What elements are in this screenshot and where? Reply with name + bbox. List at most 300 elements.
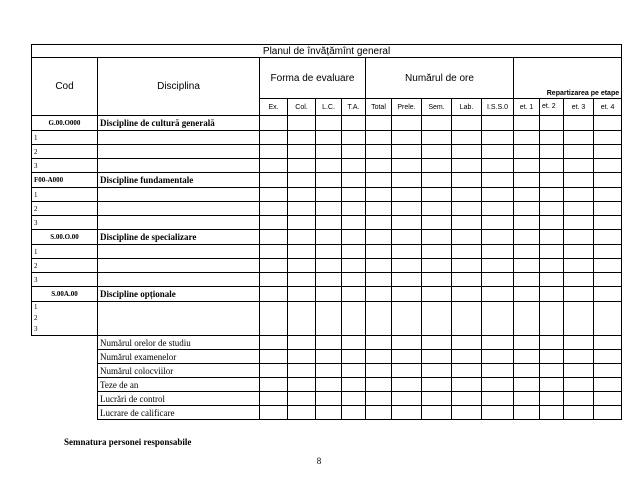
summary-row (32, 336, 622, 350)
table-cell (260, 406, 288, 420)
table-cell (392, 336, 422, 350)
row-number: 3 (32, 159, 98, 173)
table-cell (392, 245, 422, 259)
table-cell (366, 159, 392, 173)
table-cell (482, 116, 514, 131)
table-cell (540, 336, 564, 350)
table-cell (540, 116, 564, 131)
summary-row (32, 378, 622, 392)
table-cell (342, 202, 366, 216)
table-cell (316, 131, 342, 145)
table-cell (288, 392, 316, 406)
table-cell (594, 245, 622, 259)
table-cell (540, 350, 564, 364)
table-cell (540, 287, 564, 302)
table-cell (540, 159, 564, 173)
table-cell (98, 159, 260, 173)
table-cell (540, 173, 564, 188)
table-cell (514, 202, 540, 216)
table-row (32, 202, 622, 216)
table-cell (514, 378, 540, 392)
table-cell (342, 131, 366, 145)
header-et1: et. 1 (514, 99, 540, 116)
table-cell (342, 173, 366, 188)
summary-label: Numărul colocviilor (98, 364, 260, 378)
table-cell (594, 273, 622, 287)
table-cell (366, 273, 392, 287)
table-cell (564, 259, 594, 273)
table-cell (392, 273, 422, 287)
table-cell (452, 131, 482, 145)
table-cell (422, 173, 452, 188)
table-cell (342, 392, 366, 406)
table-cell (422, 350, 452, 364)
table-cell (366, 259, 392, 273)
summary-blank (32, 378, 98, 392)
header-col: Col. (288, 99, 316, 116)
table-cell (594, 202, 622, 216)
table-cell (482, 131, 514, 145)
table-cell (366, 392, 392, 406)
table-cell (540, 273, 564, 287)
table-cell (316, 259, 342, 273)
table-cell (564, 202, 594, 216)
table-cell (594, 406, 622, 420)
table-cell (316, 216, 342, 230)
section-code: F00-A000 (32, 173, 98, 188)
table-cell (316, 173, 342, 188)
table-cell (452, 392, 482, 406)
table-cell (564, 364, 594, 378)
summary-row (32, 350, 622, 364)
row-number: 2 (32, 202, 98, 216)
table-row (32, 245, 622, 259)
table-cell (342, 188, 366, 202)
table-cell (342, 230, 366, 245)
table-cell (366, 406, 392, 420)
table-cell (366, 364, 392, 378)
table-cell (288, 245, 316, 259)
table-cell (514, 336, 540, 350)
table-cell (366, 245, 392, 259)
table-cell (288, 145, 316, 159)
table-cell (452, 216, 482, 230)
summary-row (32, 364, 622, 378)
table-cell (540, 364, 564, 378)
table-cell (540, 392, 564, 406)
table-cell (288, 188, 316, 202)
row-number: 3 (32, 216, 98, 230)
table-cell (422, 392, 452, 406)
table-cell (366, 302, 392, 336)
table-cell (392, 202, 422, 216)
table-cell (540, 378, 564, 392)
table-cell (422, 230, 452, 245)
table-cell (392, 364, 422, 378)
table-cell (98, 202, 260, 216)
table-cell (342, 245, 366, 259)
table-cell (482, 378, 514, 392)
table-cell (564, 116, 594, 131)
header-et2: et. 2 (540, 99, 564, 116)
table-row (32, 188, 622, 202)
table-cell (98, 245, 260, 259)
summary-blank (32, 350, 98, 364)
summary-row (32, 392, 622, 406)
header-forma-evaluare: Forma de evaluare (260, 58, 366, 99)
table-cell (316, 273, 342, 287)
table-cell (564, 287, 594, 302)
table-cell (514, 259, 540, 273)
table-cell (366, 131, 392, 145)
table-cell (514, 273, 540, 287)
section-header-row (32, 230, 622, 245)
table-row (32, 302, 622, 336)
table-cell (288, 350, 316, 364)
signature-label: Semnatura personei responsabile (64, 437, 192, 447)
title-row (32, 45, 622, 58)
table-cell (366, 230, 392, 245)
table-row (32, 145, 622, 159)
table-cell (594, 116, 622, 131)
header-cod: Cod (32, 58, 98, 116)
table-cell (392, 350, 422, 364)
table-cell (422, 131, 452, 145)
table-cell (482, 216, 514, 230)
table-cell (288, 116, 316, 131)
table-cell (452, 350, 482, 364)
table-cell (452, 364, 482, 378)
header-et4: et. 4 (594, 99, 622, 116)
summary-row (32, 406, 622, 420)
table-cell (594, 216, 622, 230)
table-cell (342, 273, 366, 287)
table-cell (452, 302, 482, 336)
table-cell (452, 378, 482, 392)
row-number-stack (32, 302, 98, 336)
table-cell (288, 273, 316, 287)
section-header-row (32, 173, 622, 188)
table-cell (316, 406, 342, 420)
table-cell (316, 378, 342, 392)
header-et3: et. 3 (564, 99, 594, 116)
table-cell (392, 406, 422, 420)
table-cell (514, 245, 540, 259)
summary-label: Lucrări de control (98, 392, 260, 406)
table-cell (98, 259, 260, 273)
table-cell (514, 116, 540, 131)
table-cell (564, 392, 594, 406)
table-cell (594, 392, 622, 406)
table-row (32, 216, 622, 230)
table-cell (392, 173, 422, 188)
table-cell (564, 230, 594, 245)
row-number: 1 (32, 131, 98, 145)
table-cell (482, 159, 514, 173)
table-cell (260, 230, 288, 245)
row-number: 1 (34, 303, 38, 311)
table-cell (594, 159, 622, 173)
table-cell (452, 245, 482, 259)
table-cell (540, 406, 564, 420)
table-cell (452, 159, 482, 173)
table-cell (564, 188, 594, 202)
table-cell (260, 145, 288, 159)
table-cell (540, 216, 564, 230)
table-cell (422, 364, 452, 378)
table-cell (392, 131, 422, 145)
table-cell (260, 350, 288, 364)
table-cell (452, 287, 482, 302)
table-cell (98, 131, 260, 145)
table-cell (452, 259, 482, 273)
header-ta: T.A. (342, 99, 366, 116)
group-header-row (32, 58, 622, 89)
table-cell (366, 202, 392, 216)
table-cell (482, 245, 514, 259)
table-cell (452, 230, 482, 245)
table-cell (540, 259, 564, 273)
table-cell (422, 406, 452, 420)
sections-body (32, 116, 622, 336)
table-cell (594, 378, 622, 392)
table-cell (594, 145, 622, 159)
header-ex: Ex. (260, 99, 288, 116)
table-cell (260, 364, 288, 378)
row-number: 3 (34, 325, 38, 333)
table-cell (342, 145, 366, 159)
table-cell (482, 302, 514, 336)
table-cell (392, 116, 422, 131)
table-cell (422, 116, 452, 131)
table-cell (366, 216, 392, 230)
header-repartizarea: Repartizarea pe etape (514, 88, 622, 99)
table-cell (514, 131, 540, 145)
table-cell (452, 273, 482, 287)
table-cell (342, 302, 366, 336)
table-cell (98, 302, 260, 336)
section-code: S.00.O.00 (32, 230, 98, 245)
table-cell (514, 392, 540, 406)
section-code: G.00.O000 (32, 116, 98, 131)
table-row (32, 259, 622, 273)
table-cell (316, 336, 342, 350)
table-cell (288, 406, 316, 420)
table-cell (260, 378, 288, 392)
table-cell (392, 188, 422, 202)
table-cell (342, 287, 366, 302)
header-prele: Prele. (392, 99, 422, 116)
table-cell (366, 378, 392, 392)
table-cell (422, 259, 452, 273)
row-number: 2 (34, 314, 38, 322)
table-cell (392, 302, 422, 336)
table-cell (316, 392, 342, 406)
table-cell (514, 406, 540, 420)
table-cell (288, 202, 316, 216)
header-sem: Sem. (422, 99, 452, 116)
header-etape-blank (514, 58, 622, 89)
table-cell (482, 273, 514, 287)
table-cell (564, 145, 594, 159)
table-cell (366, 145, 392, 159)
table-cell (392, 287, 422, 302)
summary-blank (32, 406, 98, 420)
table-cell (316, 202, 342, 216)
table-cell (422, 188, 452, 202)
table-cell (482, 173, 514, 188)
table-cell (594, 302, 622, 336)
table-cell (564, 406, 594, 420)
table-cell (514, 159, 540, 173)
table-cell (452, 173, 482, 188)
table-cell (260, 131, 288, 145)
table-cell (452, 202, 482, 216)
table-cell (98, 273, 260, 287)
table-cell (316, 230, 342, 245)
table-cell (288, 336, 316, 350)
table-cell (564, 173, 594, 188)
table-cell (288, 230, 316, 245)
table-cell (392, 159, 422, 173)
table-cell (316, 188, 342, 202)
table-cell (482, 230, 514, 245)
table-cell (316, 245, 342, 259)
table-cell (260, 259, 288, 273)
table-row (32, 131, 622, 145)
table-cell (288, 287, 316, 302)
table-cell (260, 287, 288, 302)
summary-blank (32, 392, 98, 406)
table-cell (366, 188, 392, 202)
section-header-row (32, 116, 622, 131)
table-cell (514, 302, 540, 336)
table-cell (392, 378, 422, 392)
header-lab: Lab. (452, 99, 482, 116)
table-cell (564, 245, 594, 259)
table-cell (482, 145, 514, 159)
table-cell (260, 245, 288, 259)
table-cell (98, 188, 260, 202)
summary-blank (32, 336, 98, 350)
table-cell (452, 188, 482, 202)
table-cell (422, 378, 452, 392)
table-cell (452, 406, 482, 420)
table-cell (482, 336, 514, 350)
summary-label: Lucrare de calificare (98, 406, 260, 420)
table-cell (540, 302, 564, 336)
table-cell (392, 259, 422, 273)
table-cell (452, 116, 482, 131)
table-cell (366, 173, 392, 188)
table-cell (342, 336, 366, 350)
table-cell (594, 173, 622, 188)
table-cell (98, 216, 260, 230)
table-row (32, 159, 622, 173)
study-plan-sheet (31, 44, 622, 420)
row-number: 1 (32, 245, 98, 259)
table-cell (594, 364, 622, 378)
table-cell (342, 116, 366, 131)
table-cell (482, 202, 514, 216)
table-cell (342, 364, 366, 378)
table-cell (422, 336, 452, 350)
table-cell (540, 188, 564, 202)
table-cell (482, 188, 514, 202)
table-cell (422, 302, 452, 336)
section-header-row (32, 287, 622, 302)
table-cell (392, 216, 422, 230)
table-cell (594, 230, 622, 245)
table-cell (564, 273, 594, 287)
table-cell (482, 392, 514, 406)
table-cell (392, 145, 422, 159)
table-cell (482, 350, 514, 364)
section-name: Discipline de specializare (98, 230, 260, 245)
summary-blank (32, 364, 98, 378)
table-cell (482, 287, 514, 302)
row-number: 1 (32, 188, 98, 202)
table-cell (422, 287, 452, 302)
table-cell (422, 145, 452, 159)
section-name: Discipline de cultură generală (98, 116, 260, 131)
header-numarul-ore: Numărul de ore (366, 58, 514, 99)
table-cell (366, 287, 392, 302)
summary-label: Numărul orelor de studiu (98, 336, 260, 350)
table-cell (564, 131, 594, 145)
table-cell (594, 259, 622, 273)
table-cell (564, 159, 594, 173)
table-cell (288, 131, 316, 145)
table-cell (316, 145, 342, 159)
table-cell (594, 336, 622, 350)
table-cell (366, 336, 392, 350)
table-cell (540, 131, 564, 145)
table-cell (288, 364, 316, 378)
table-cell (260, 336, 288, 350)
table-cell (594, 287, 622, 302)
table-cell (366, 350, 392, 364)
table-cell (514, 173, 540, 188)
table-cell (288, 159, 316, 173)
section-code: S.00A.00 (32, 287, 98, 302)
table-cell (342, 378, 366, 392)
table-cell (564, 378, 594, 392)
table-cell (366, 116, 392, 131)
table-cell (540, 230, 564, 245)
page-number: 8 (316, 456, 322, 466)
table-cell (260, 273, 288, 287)
table-cell (288, 173, 316, 188)
summary-body (32, 336, 622, 420)
table-cell (260, 188, 288, 202)
table-cell (342, 406, 366, 420)
table-cell (392, 392, 422, 406)
summary-label: Numărul examenelor (98, 350, 260, 364)
table-cell (482, 406, 514, 420)
table-cell (514, 216, 540, 230)
table-cell (514, 287, 540, 302)
table-cell (316, 350, 342, 364)
study-plan-table (31, 44, 622, 420)
table-cell (260, 173, 288, 188)
table-cell (422, 273, 452, 287)
summary-label: Teze de an (98, 378, 260, 392)
table-cell (564, 350, 594, 364)
table-cell (514, 230, 540, 245)
table-cell (392, 230, 422, 245)
table-cell (540, 202, 564, 216)
